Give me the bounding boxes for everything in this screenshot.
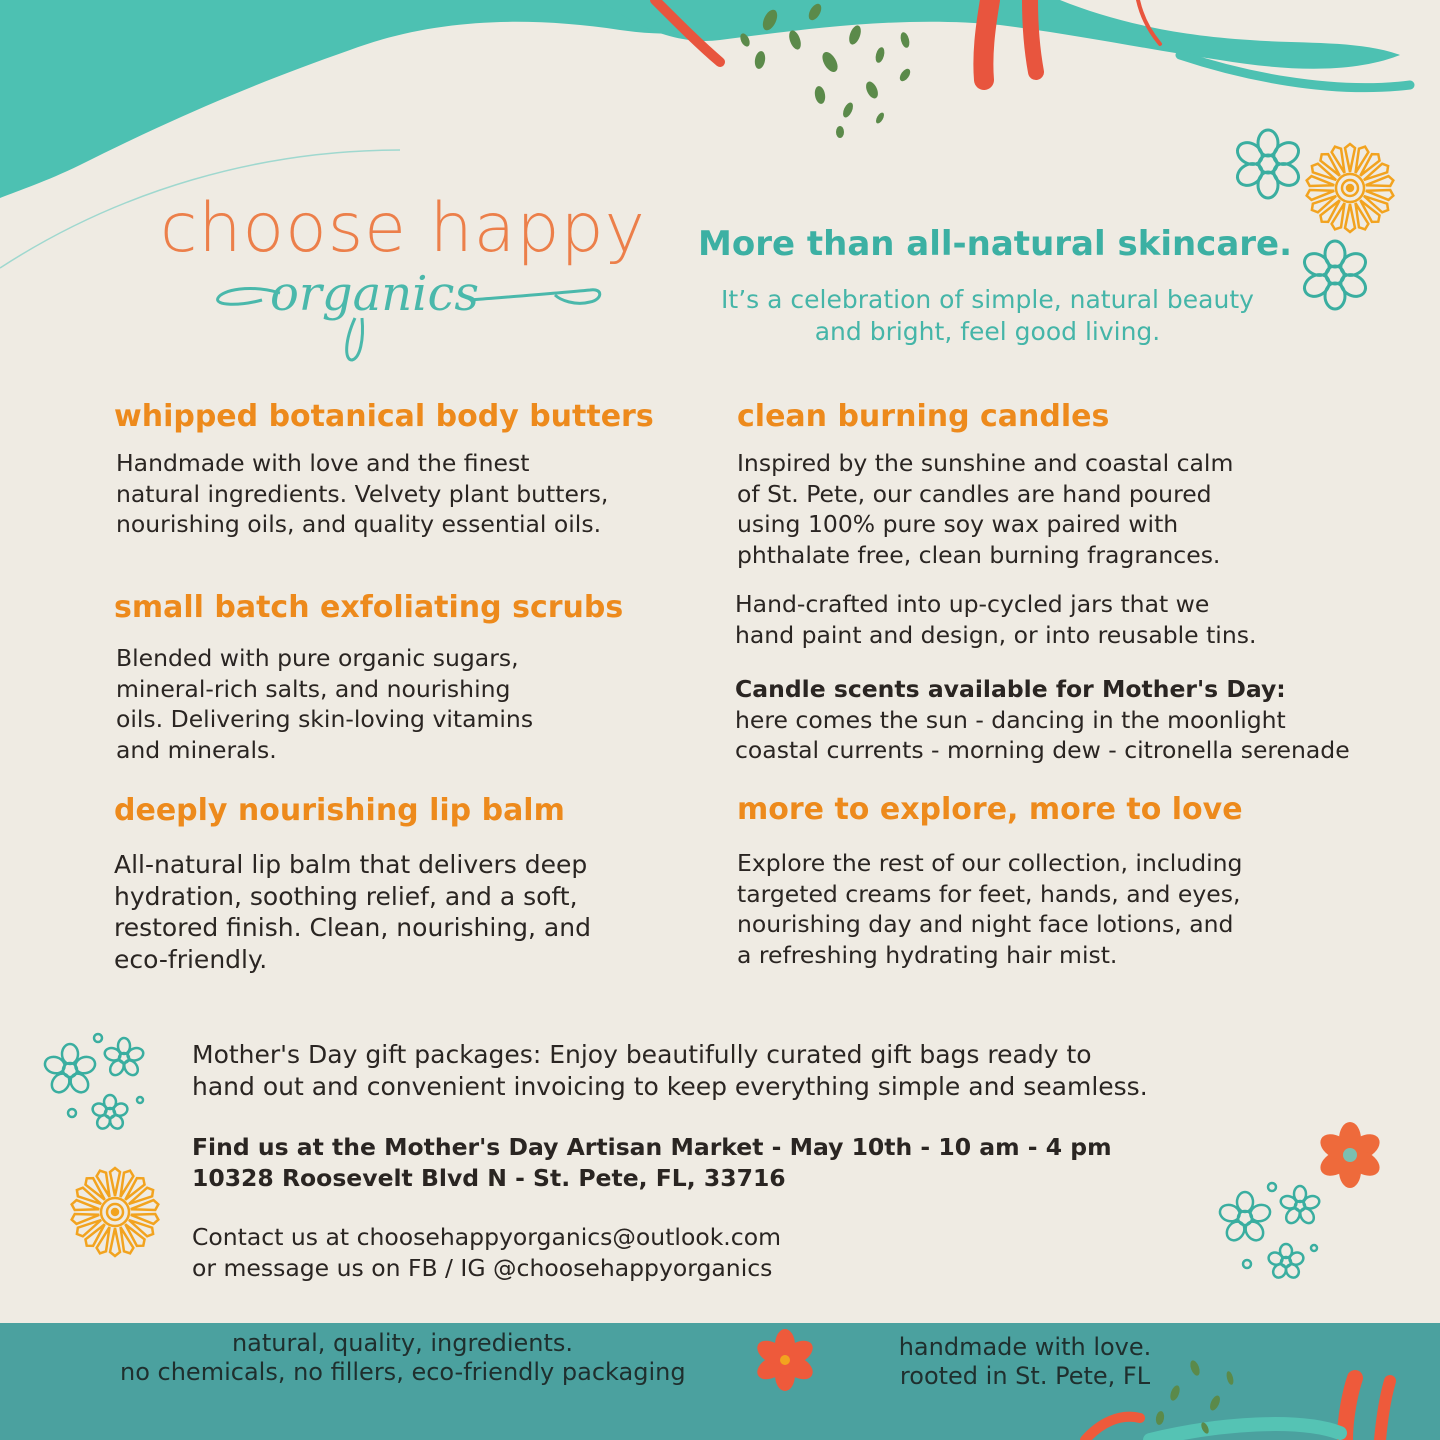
- heading-lip-balm: deeply nourishing lip balm: [114, 793, 565, 828]
- text-line: Find us at the Mother's Day Artisan Market - May 10th - 10 am - 4 pm: [192, 1133, 1112, 1161]
- sunflower-icon: [71, 1168, 159, 1256]
- text-line: Mother's Day gift packages: Enjoy beautifully curated gift bags ready to: [192, 1040, 1092, 1069]
- footer-left-text: [120, 1329, 685, 1387]
- gift-packages-text: [192, 1039, 1148, 1102]
- text-line: here comes the sun - dancing in the moonlight: [735, 705, 1286, 734]
- brand-logo-subtext: organics: [270, 266, 479, 322]
- explore-text: [737, 848, 1242, 970]
- text-line: All-natural lip balm that delivers deep: [114, 850, 588, 879]
- orange-flower-icon: [1316, 1122, 1384, 1188]
- text-line: mineral-rich salts, and nourishing: [116, 674, 511, 703]
- candle-scents: [735, 674, 1350, 766]
- candles-jars-text: [735, 589, 1256, 650]
- text-line: oils. Delivering skin-loving vitamins: [116, 705, 534, 733]
- candle-scents-title: Candle scents available for Mother's Day:: [735, 675, 1286, 703]
- candles-text: [737, 448, 1233, 570]
- text-line: Blended with pure organic sugars,: [116, 644, 519, 672]
- text-line: and minerals.: [116, 735, 277, 764]
- scrubs-text: [116, 643, 533, 765]
- text-line: handmade with love.: [898, 1333, 1152, 1361]
- footer-right-text: [880, 1333, 1170, 1391]
- heading-explore: more to explore, more to love: [737, 792, 1243, 827]
- lip-balm-text: [114, 849, 591, 975]
- text-line: hand out and convenient invoicing to keep everything simple and seamless.: [192, 1071, 1148, 1101]
- market-info: [192, 1132, 1112, 1193]
- text-line: of St. Pete, our candles are hand poured: [737, 479, 1212, 508]
- contact-info: [192, 1222, 781, 1283]
- text-line: a refreshing hydrating hair mist.: [737, 940, 1118, 969]
- text-line: nourishing oils, and quality essential oils.: [116, 510, 602, 538]
- text-line: eco-friendly.: [114, 944, 268, 974]
- text-line: nourishing day and night face lotions, and: [737, 910, 1234, 938]
- text-line: restored finish. Clean, nourishing, and: [114, 913, 591, 942]
- daisy-outline-icon: [1234, 130, 1370, 309]
- subtagline: It’s a celebration of simple, natural beauty and bright, feel good living.: [721, 285, 1254, 346]
- text-line: Explore the rest of our collection, including: [737, 849, 1243, 877]
- orange-flower-icon: [753, 1329, 817, 1391]
- sunflower-icon: [1306, 144, 1394, 232]
- text-line: natural, quality, ingredients.: [231, 1329, 574, 1357]
- text-line: using 100% pure soy wax paired with: [737, 510, 1179, 538]
- contact-social-line[interactable]: or message us on FB / IG @choosehappyorganics: [192, 1253, 773, 1282]
- text-line: natural ingredients. Velvety plant butters,: [116, 479, 609, 508]
- text-line: no chemicals, no fillers, eco-friendly packaging: [120, 1358, 686, 1386]
- text-line: Hand-crafted into up-cycled jars that we: [735, 590, 1210, 618]
- brand-logo-text: choose happy: [160, 189, 646, 268]
- contact-email-line[interactable]: Contact us at choosehappyorganics@outlook.com: [192, 1223, 781, 1251]
- tagline: More than all-natural skincare.: [698, 224, 1293, 264]
- heading-candles: clean burning candles: [737, 399, 1110, 434]
- heading-body-butters: whipped botanical body butters: [114, 399, 654, 434]
- text-line: Handmade with love and the finest: [116, 449, 530, 477]
- text-line: targeted creams for feet, hands, and eyes,: [737, 879, 1241, 908]
- text-line: hand paint and design, or into reusable tins.: [735, 620, 1257, 649]
- text-line: hydration, soothing relief, and a soft,: [114, 881, 578, 911]
- text-line: Inspired by the sunshine and coastal calm: [737, 449, 1234, 477]
- footer-band: [0, 1323, 1440, 1440]
- text-line: phthalate free, clean burning fragrances.: [737, 540, 1221, 569]
- text-line: 10328 Roosevelt Blvd N - St. Pete, FL, 33716: [192, 1163, 786, 1192]
- heading-scrubs: small batch exfoliating scrubs: [114, 590, 624, 625]
- body-butters-text: [116, 448, 608, 540]
- text-line: rooted in St. Pete, FL: [899, 1362, 1151, 1390]
- text-line: coastal currents - morning dew - citronella serenade: [735, 736, 1350, 764]
